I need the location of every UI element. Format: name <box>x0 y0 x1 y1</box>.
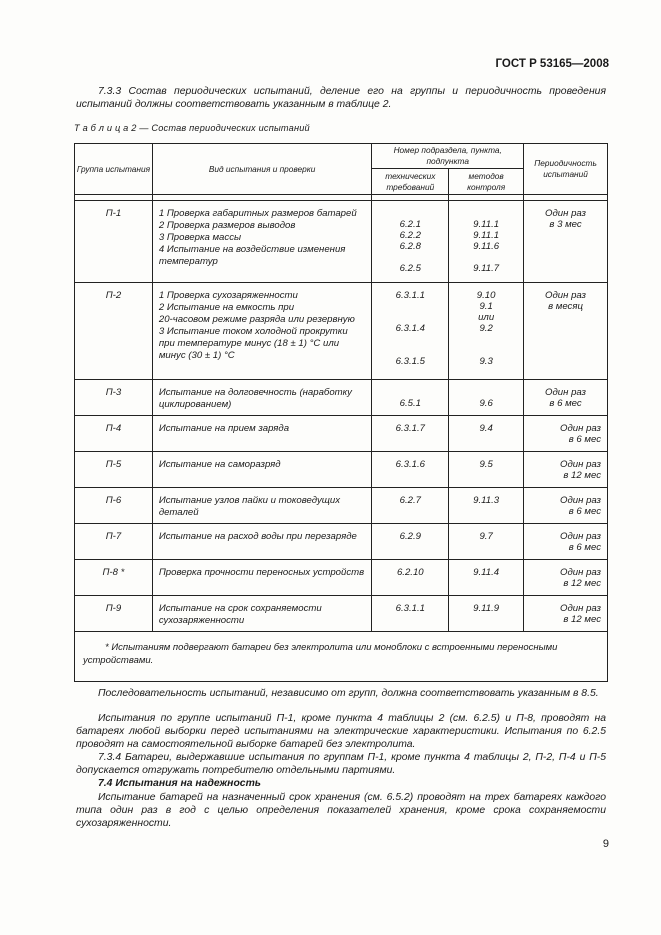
table-row <box>75 524 608 560</box>
standard-number: ГОСТ Р 53165—2008 <box>495 58 609 70</box>
cell-tech: 6.3.1.1 <box>395 603 425 614</box>
table-row <box>75 452 608 488</box>
cell-type: Испытание на долговечность (наработку циклированием) <box>158 387 352 410</box>
cell-period: Один раз в 12 мес <box>560 459 601 481</box>
cell-type: 1 Проверка габаритных размеров батарей 2 Проверка размеров выводов 3 Проверка массы 4 Испытание на воздействие изменения температур <box>158 208 357 267</box>
cell-period: Один раз в 12 мес <box>560 567 601 589</box>
cell-group: П-8 * <box>102 567 125 578</box>
table-row <box>75 488 608 524</box>
table-row <box>75 380 608 416</box>
cell-methods: 9.11.4 <box>473 567 500 578</box>
cell-group: П-6 <box>105 495 122 506</box>
cell-methods: 9.6 <box>479 398 493 409</box>
cell-type: Испытание на саморазряд <box>158 459 281 470</box>
page-number: 9 <box>602 838 609 850</box>
cell-group: П-2 <box>105 290 122 301</box>
cell-tech: 6.3.1.1 6.3.1.4 6.3.1.5 <box>395 290 425 367</box>
after-paragraph-4: Испытание батарей на назначенный срок хранения (см. 6.5.2) проводят на трех батареях каждого типа один раз в год с целью определения показателей хранения, кроме срока сохраняемости сухозаряженности. <box>76 792 606 829</box>
after-paragraph-3: 7.3.4 Батареи, выдержавшие испытания по группам П-1, кроме пункта 4 таблицы 2, П-2, П-4 и П-5 допускается отгружать потребителю отдельными партиями. <box>76 752 606 776</box>
cell-type: Испытание на прием заряда <box>158 423 290 434</box>
cell-group: П-4 <box>105 423 122 434</box>
cell-period: Один раз в 6 мес <box>560 495 601 517</box>
cell-group: П-9 <box>105 603 122 614</box>
header-number: Номер подраздела, пункта, подпункта <box>372 144 524 169</box>
cell-tech: 6.3.1.7 <box>395 423 425 434</box>
cell-group: П-3 <box>105 387 122 398</box>
cell-tech: 6.2.10 <box>396 567 424 578</box>
table-row <box>75 283 608 380</box>
cell-methods: 9.11.3 <box>473 495 500 506</box>
table-row <box>75 201 608 283</box>
cell-methods: 9.11.9 <box>473 603 500 614</box>
cell-group: П-7 <box>105 531 122 542</box>
table-footnote: * Испытаниям подвергают батареи без электролита или моноблоки с встроенными переносными устройствами. <box>83 642 558 666</box>
cell-methods: 9.7 <box>479 531 493 542</box>
table-row <box>75 596 608 632</box>
intro-paragraph: 7.3.3 Состав периодических испытаний, деление его на группы и периодичность проведения испытаний должны соответствовать указанным в таблице 2. <box>76 86 606 110</box>
cell-period: Один раз в 6 мес <box>560 531 601 553</box>
table-caption: Т а б л и ц а 2 — Состав периодических испытаний <box>74 123 310 133</box>
section-heading: 7.4 Испытания на надежность <box>98 778 261 789</box>
cell-period: Один раз в 6 мес <box>560 423 601 445</box>
cell-period: Один раз в 6 мес <box>545 387 587 409</box>
header-methods: методов контроля <box>449 169 524 195</box>
cell-tech: 6.2.9 <box>399 531 421 542</box>
cell-methods: 9.4 <box>479 423 493 434</box>
header-group: Группа испытания <box>75 144 153 195</box>
cell-tech: 6.5.1 <box>399 398 421 409</box>
table-row <box>75 416 608 452</box>
after-paragraph-2: Испытания по группе испытаний П-1, кроме пункта 4 таблицы 2 (см. 6.2.5) и П-8, проводят на батареях любой выборки перед испытаниями на электрические характеристики. Испытания по 6.2.5 проводят на самостоятельной выборке батарей без электролита. <box>76 713 606 750</box>
header-tech: технических требований <box>372 169 449 195</box>
cell-period: Один раз в 12 мес <box>560 603 601 625</box>
cell-type: Испытание узлов пайки и токоведущих деталей <box>158 495 341 518</box>
cell-type: Испытание на расход воды при перезаряде <box>158 531 357 542</box>
header-period: Периодичность испытаний <box>524 144 608 195</box>
cell-type: Испытание на срок сохраняемости сухозаряженности <box>158 603 322 626</box>
cell-type: Проверка прочности переносных устройств <box>158 567 365 578</box>
periodic-tests-table <box>74 143 608 682</box>
cell-tech: 6.2.1 6.2.2 6.2.8 6.2.5 <box>399 219 421 274</box>
cell-tech: 6.2.7 <box>399 495 421 506</box>
header-type: Вид испытания и проверки <box>152 144 371 195</box>
cell-period: Один раз в 3 мес <box>545 208 587 230</box>
cell-group: П-1 <box>105 208 122 219</box>
cell-methods: 9.5 <box>479 459 493 470</box>
table-row <box>75 560 608 596</box>
cell-methods: 9.10 9.1 или 9.2 9.3 <box>476 290 496 367</box>
cell-group: П-5 <box>105 459 122 470</box>
cell-tech: 6.3.1.6 <box>395 459 425 470</box>
cell-type: 1 Проверка сухозаряженности 2 Испытание на емкость при 20-часовом режиме разряда или резервную 3 Испытание током холодной прокрутки при температуре минус (18 ± 1) °С или минус (30 ± 1) °С <box>158 290 355 361</box>
cell-period: Один раз в месяц <box>545 290 587 312</box>
after-paragraph-1: Последовательность испытаний, независимо от групп, должна соответствовать указанным в 8.5. <box>98 688 599 699</box>
cell-methods: 9.11.1 9.11.1 9.11.6 9.11.7 <box>473 219 500 274</box>
